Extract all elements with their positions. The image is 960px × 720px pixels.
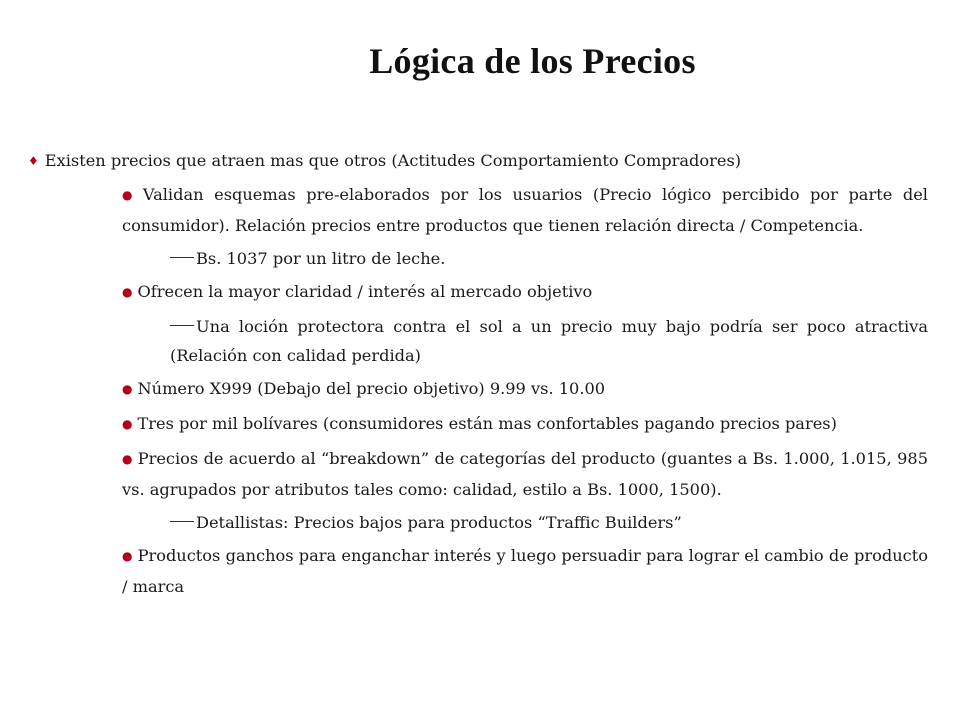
slide-title: Lógica de los Precios <box>369 41 696 81</box>
dot-bullet-icon: ● <box>122 549 133 563</box>
dash-bullet-icon <box>170 257 194 258</box>
slide-content <box>28 146 928 605</box>
bullet-text: Existen precios que atraen mas que otros (Actitudes Comportamiento Compradores) <box>44 151 742 170</box>
bullet-level2 <box>28 444 928 504</box>
bullet-level2 <box>28 374 928 405</box>
bullet-text: Bs. 1037 por un litro de leche. <box>196 249 446 268</box>
bullet-level2 <box>28 180 928 240</box>
dash-bullet-icon <box>170 325 194 326</box>
dot-bullet-icon: ● <box>122 417 133 431</box>
bullet-text: Ofrecen la mayor claridad / interés al mercado objetivo <box>137 282 593 301</box>
bullet-text: Validan esquemas pre-elaborados por los usuarios (Precio lógico percibido por parte del consumidor). Relación precios entre productos que tienen relación directa / Competencia. <box>122 185 928 235</box>
bullet-level3 <box>28 244 928 273</box>
diamond-bullet-icon: ♦ <box>28 154 39 168</box>
bullet-text: Número X999 (Debajo del precio objetivo) 9.99 vs. 10.00 <box>137 379 606 398</box>
bullet-text: Una loción protectora contra el sol a un precio muy bajo podría ser poco atractiva (Relación con calidad perdida) <box>170 317 928 365</box>
bullet-level2 <box>28 541 928 601</box>
bullet-level2 <box>28 277 928 308</box>
bullet-text: Detallistas: Precios bajos para productos “Traffic Builders” <box>196 513 682 532</box>
bullet-level3 <box>28 508 928 537</box>
dot-bullet-icon: ● <box>122 188 138 202</box>
bullet-text: Tres por mil bolívares (consumidores están mas confortables pagando precios pares) <box>137 414 837 433</box>
bullet-level3 <box>28 312 928 370</box>
bullet-text: Productos ganchos para enganchar interés y luego persuadir para lograr el cambio de producto / marca <box>122 546 928 596</box>
dot-bullet-icon: ● <box>122 382 133 396</box>
dot-bullet-icon: ● <box>122 452 133 466</box>
bullet-text: Precios de acuerdo al “breakdown” de categorías del producto (guantes a Bs. 1.000, 1.015, 985 vs. agrupados por atributos tales como: calidad, estilo a Bs. 1000, 1500). <box>122 449 928 499</box>
bullet-level1 <box>28 146 928 177</box>
dash-bullet-icon <box>170 521 194 522</box>
dot-bullet-icon: ● <box>122 285 133 299</box>
bullet-level2 <box>28 409 928 440</box>
